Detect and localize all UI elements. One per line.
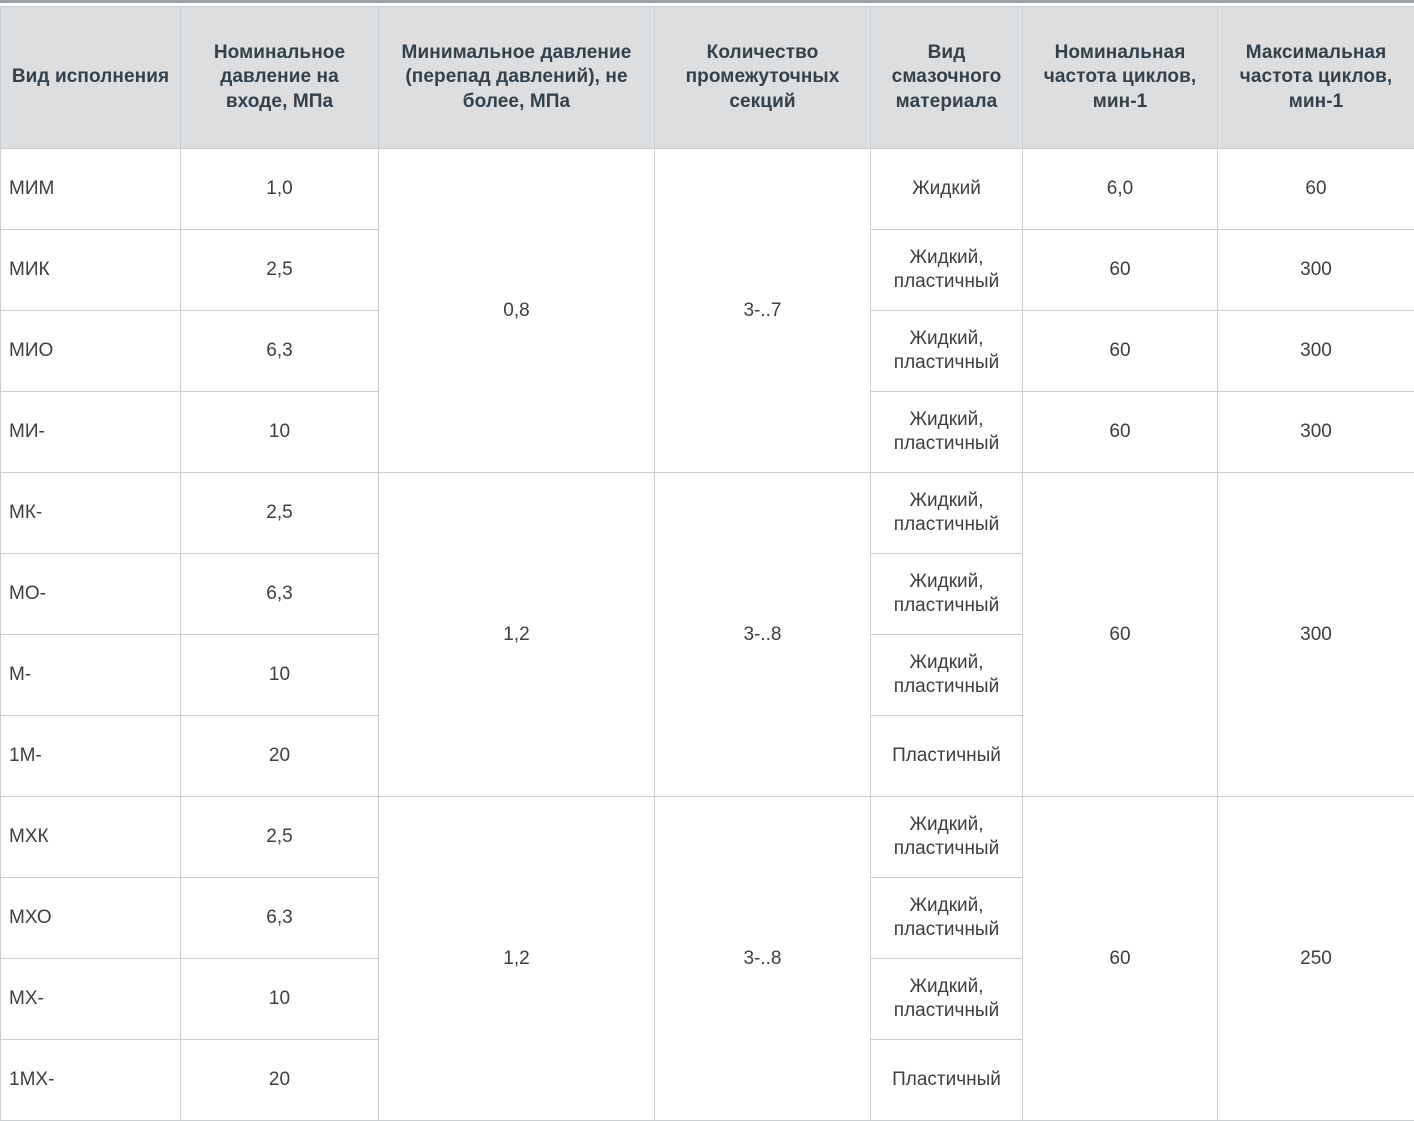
cell-nominal-frequency-group: 60 [1023, 797, 1218, 1121]
cell-nominal-pressure: 6,3 [181, 878, 379, 959]
cell-nominal-pressure: 10 [181, 635, 379, 716]
cell-nominal-frequency: 60 [1023, 311, 1218, 392]
cell-nominal-pressure: 1,0 [181, 149, 379, 230]
cell-max-frequency: 60 [1218, 149, 1414, 230]
cell-nominal-frequency-group: 60 [1023, 473, 1218, 797]
cell-nominal-pressure: 20 [181, 716, 379, 797]
cell-type: МХО [1, 878, 181, 959]
table-body [1, 149, 1414, 1121]
table-header [1, 7, 1414, 149]
cell-max-frequency-group: 250 [1218, 797, 1414, 1121]
cell-nominal-pressure: 10 [181, 392, 379, 473]
cell-lubricant: Жидкий, пластичный [871, 959, 1023, 1040]
cell-lubricant: Жидкий, пластичный [871, 311, 1023, 392]
cell-nominal-pressure: 2,5 [181, 473, 379, 554]
cell-max-frequency: 300 [1218, 230, 1414, 311]
cell-max-frequency: 300 [1218, 392, 1414, 473]
cell-type: МХ- [1, 959, 181, 1040]
cell-nominal-frequency: 60 [1023, 392, 1218, 473]
cell-min-pressure-group: 1,2 [379, 797, 655, 1121]
column-header-sections: Количество промежуточных секций [655, 7, 871, 149]
cell-max-frequency-group: 300 [1218, 473, 1414, 797]
cell-nominal-pressure: 20 [181, 1040, 379, 1121]
table-row [1, 797, 1414, 878]
cell-min-pressure-group: 0,8 [379, 149, 655, 473]
cell-type: М- [1, 635, 181, 716]
cell-nominal-frequency: 6,0 [1023, 149, 1218, 230]
cell-min-pressure-group: 1,2 [379, 473, 655, 797]
cell-type: 1МХ- [1, 1040, 181, 1121]
cell-nominal-pressure: 2,5 [181, 230, 379, 311]
column-header-lubricant: Вид смазочного материала [871, 7, 1023, 149]
cell-sections-group: 3-..8 [655, 473, 871, 797]
page-top-rule [0, 0, 1414, 3]
cell-nominal-pressure: 6,3 [181, 554, 379, 635]
column-header-type: Вид исполнения [1, 7, 181, 149]
cell-type: МК- [1, 473, 181, 554]
cell-sections-group: 3-..8 [655, 797, 871, 1121]
cell-lubricant: Жидкий, пластичный [871, 392, 1023, 473]
cell-nominal-pressure: 6,3 [181, 311, 379, 392]
cell-lubricant: Жидкий, пластичный [871, 473, 1023, 554]
specification-table [0, 6, 1414, 1121]
cell-type: МИМ [1, 149, 181, 230]
cell-lubricant: Пластичный [871, 716, 1023, 797]
column-header-nominal-frequency: Номинальная частота циклов, мин-1 [1023, 7, 1218, 149]
cell-lubricant: Жидкий, пластичный [871, 230, 1023, 311]
cell-type: МИ- [1, 392, 181, 473]
cell-type: МИК [1, 230, 181, 311]
cell-nominal-frequency: 60 [1023, 230, 1218, 311]
cell-type: МХК [1, 797, 181, 878]
cell-lubricant: Жидкий, пластичный [871, 797, 1023, 878]
cell-nominal-pressure: 2,5 [181, 797, 379, 878]
cell-sections-group: 3-..7 [655, 149, 871, 473]
column-header-nominal-pressure: Номинальное давление на входе, МПа [181, 7, 379, 149]
cell-lubricant: Жидкий [871, 149, 1023, 230]
column-header-min-pressure: Минимальное давление (перепад давлений), не более, МПа [379, 7, 655, 149]
table-header-row [1, 7, 1414, 149]
cell-lubricant: Жидкий, пластичный [871, 554, 1023, 635]
cell-lubricant: Жидкий, пластичный [871, 878, 1023, 959]
table-row [1, 473, 1414, 554]
cell-type: 1М- [1, 716, 181, 797]
cell-nominal-pressure: 10 [181, 959, 379, 1040]
cell-max-frequency: 300 [1218, 311, 1414, 392]
cell-type: МИО [1, 311, 181, 392]
cell-type: МО- [1, 554, 181, 635]
cell-lubricant: Пластичный [871, 1040, 1023, 1121]
column-header-max-frequency: Максимальная частота циклов, мин-1 [1218, 7, 1414, 149]
cell-lubricant: Жидкий, пластичный [871, 635, 1023, 716]
table-row [1, 149, 1414, 230]
